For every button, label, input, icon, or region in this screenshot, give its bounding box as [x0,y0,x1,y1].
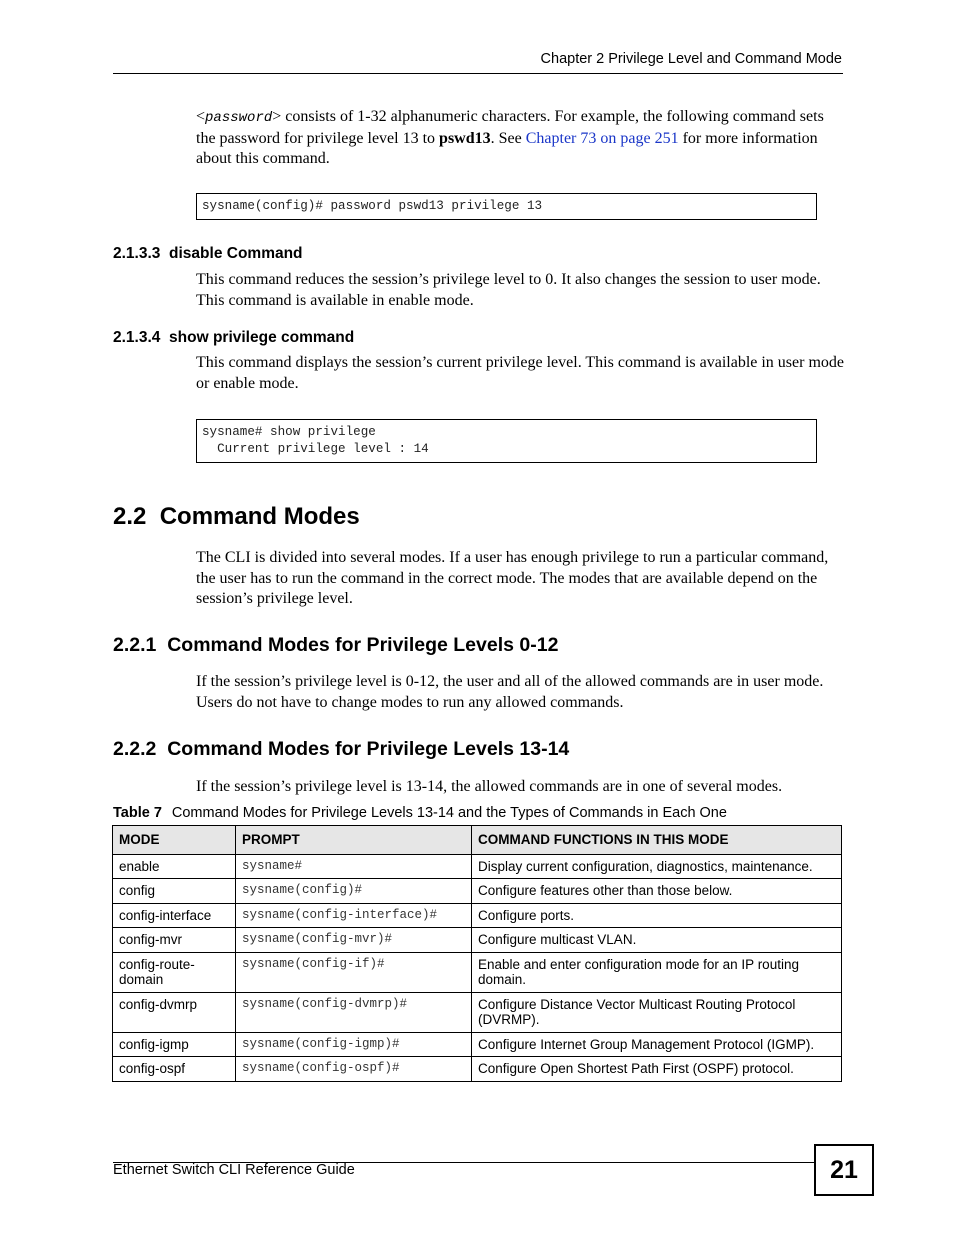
prompt-cell: sysname(config-mvr)# [236,928,472,953]
prompt-cell: sysname# [236,854,472,879]
running-header: Chapter 2 Privilege Level and Command Mode [540,51,842,67]
section-heading-2-1-3-4 [113,329,354,347]
section-number: 2.2.2 [113,738,157,760]
table-label: Table 7 [113,805,162,821]
prompt-cell: sysname(config-igmp)# [236,1032,472,1057]
bold-term: pswd13 [439,129,491,147]
footer-guide-title: Ethernet Switch CLI Reference Guide [113,1162,355,1178]
function-cell: Configure ports. [472,903,842,928]
prompt-cell: sysname(config-ospf)# [236,1057,472,1082]
show-privilege-paragraph: This command displays the session’s current privilege level. This command is available in user mode or enable mode. [196,354,845,392]
mode-cell: config-route-domain [113,952,236,992]
command-modes-table [112,825,842,1082]
column-header-mode: MODE [113,826,236,855]
table-row [113,879,842,904]
section-number: 2.2.1 [113,634,157,656]
column-header-functions: COMMAND FUNCTIONS IN THIS MODE [472,826,842,855]
section-heading-2-2-1 [113,634,558,657]
table-caption-text: Command Modes for Privilege Levels 13-14 and the Types of Commands in Each One [171,805,727,821]
mode-cell: config-ospf [113,1057,236,1082]
section-heading-2-1-3-3 [113,245,303,263]
table-row [113,1057,842,1082]
arg-close: > [272,108,282,125]
mode-cell: enable [113,854,236,879]
password-paragraph [196,107,844,170]
command-modes-paragraph: The CLI is divided into several modes. If a user has enough privilege to run a particular command, the user has to run the command in the correct mode. The modes that are available depend on the session’s privilege level. [196,549,829,607]
function-cell: Enable and enter configuration mode for an IP routing domain. [472,952,842,992]
function-cell: Configure features other than those below. [472,879,842,904]
chapter-link[interactable]: Chapter 73 on page 251 [525,129,679,147]
table-row [113,928,842,953]
function-cell: Configure Internet Group Management Protocol (IGMP). [472,1032,842,1057]
mode-cell: config [113,879,236,904]
table-row [113,952,842,992]
section-number: 2.1.3.3 [113,245,161,262]
levels-13-14-paragraph: If the session’s privilege level is 13-14, the allowed commands are in one of several modes. [196,778,783,795]
section-title: Command Modes [159,503,360,530]
table-header-row [113,826,842,855]
section-number: 2.2 [113,503,147,530]
section-title: Command Modes for Privilege Levels 0-12 [167,634,559,656]
function-cell: Configure multicast VLAN. [472,928,842,953]
prompt-cell: sysname(config)# [236,879,472,904]
section-number: 2.1.3.4 [113,329,161,346]
section-title: Command Modes for Privilege Levels 13-14 [167,738,570,760]
table-row [113,992,842,1032]
paragraph-text: . See [490,129,526,147]
mode-cell: config-dvmrp [113,992,236,1032]
mode-cell: config-igmp [113,1032,236,1057]
password-arg: password [205,110,273,126]
paragraph-text: consists of 1-32 alphanumeric characters. For example, the following command sets the password for privilege level 13 to [196,108,824,147]
function-cell: Configure Distance Vector Multicast Routing Protocol (DVRMP). [472,992,842,1032]
column-header-prompt: PROMPT [236,826,472,855]
section-title: disable Command [169,245,303,262]
mode-cell: config-mvr [113,928,236,953]
arg-open: < [196,108,206,125]
code-example-show-privilege: sysname# show privilege Current privilege level : 14 [196,419,817,463]
table-row [113,1032,842,1057]
levels-0-12-paragraph: If the session’s privilege level is 0-12, the user and all of the allowed commands are in user mode. Users do not have to change modes to run any allowed commands. [196,673,824,711]
section-heading-2-2 [113,503,360,531]
mode-cell: config-interface [113,903,236,928]
table-caption [113,805,727,821]
prompt-cell: sysname(config-interface)# [236,903,472,928]
header-divider [113,73,843,74]
page-number: 21 [814,1144,874,1196]
prompt-cell: sysname(config-if)# [236,952,472,992]
prompt-cell: sysname(config-dvmrp)# [236,992,472,1032]
function-cell: Configure Open Shortest Path First (OSPF) protocol. [472,1057,842,1082]
code-example-password: sysname(config)# password pswd13 privilege 13 [196,193,817,220]
paragraph-text: for more information about this command. [196,129,818,167]
disable-command-paragraph: This command reduces the session’s privilege level to 0. It also changes the session to user mode. This command is available in enable mode. [196,271,821,309]
section-title: show privilege command [169,329,355,346]
function-cell: Display current configuration, diagnostics, maintenance. [472,854,842,879]
table-row [113,854,842,879]
table-row [113,903,842,928]
section-heading-2-2-2 [113,738,569,761]
